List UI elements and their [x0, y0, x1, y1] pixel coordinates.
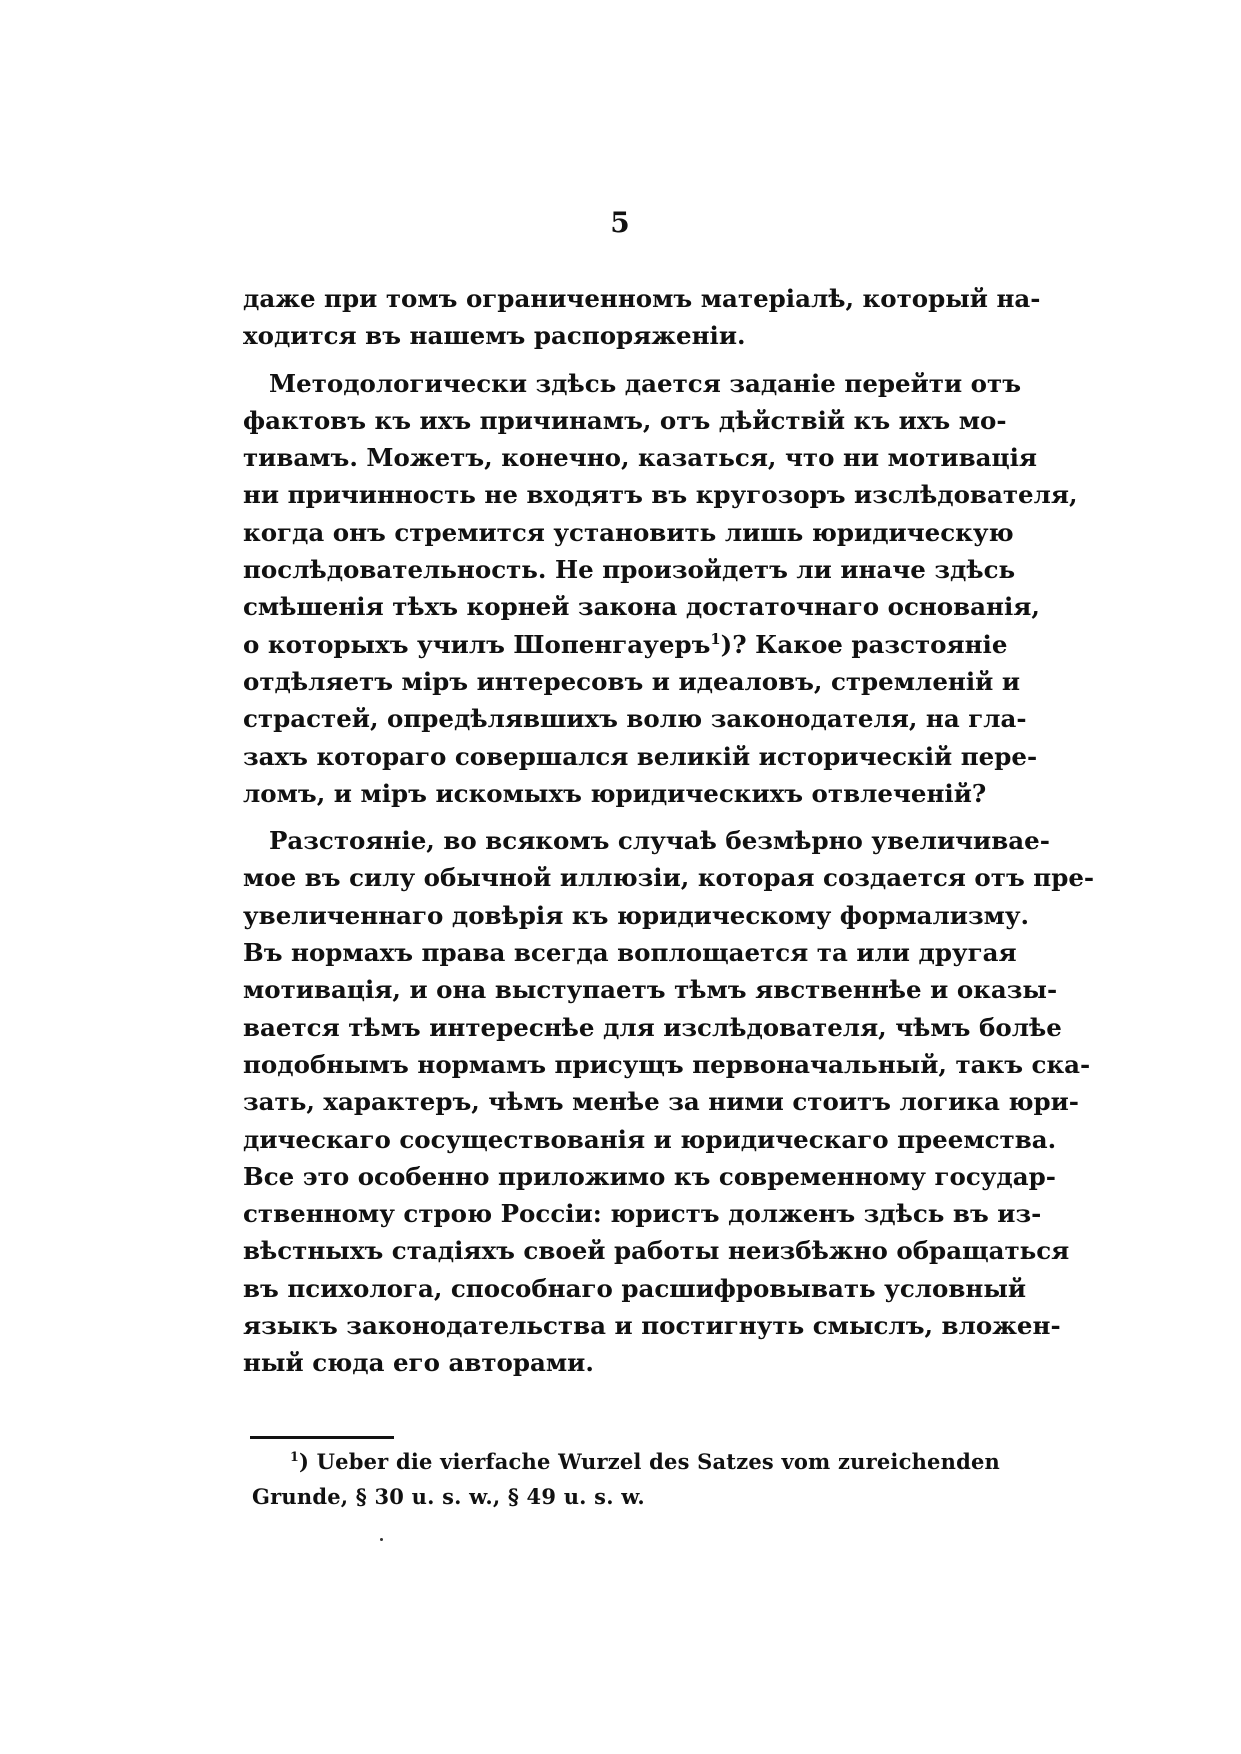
footnote — [252, 1444, 1000, 1514]
text-line: Въ нормахъ права всегда воплощается та или другая — [243, 938, 1017, 968]
text-line: ломъ, и міръ искомыхъ юридическихъ отвлеченій? — [243, 778, 987, 808]
text-line: дическаго сосуществованія и юридическаго преемства. — [243, 1124, 1057, 1154]
text-line: увеличеннаго довѣрія къ юридическому формализму. — [243, 900, 1030, 930]
footnote-divider — [250, 1436, 394, 1439]
text-line: захъ котораго совершался великій историческій пере- — [243, 741, 1038, 771]
text-fragment: )? Какое разстояніе — [720, 629, 1008, 659]
footnote-marker: 1 — [290, 1449, 299, 1464]
text-line: смѣшенія тѣхъ корней закона достаточнаго основанія, — [243, 592, 1040, 622]
text-line: тивамъ. Можетъ, конечно, казаться, что ни мотивація — [243, 443, 1037, 473]
footnote-reference: 1 — [710, 630, 721, 648]
text-line: отдѣляетъ міръ интересовъ и идеаловъ, стремленій и — [243, 666, 1021, 696]
text-line: ходится въ нашемъ распоряженіи. — [243, 321, 746, 351]
text-line: вѣстныхъ стадіяхъ своей работы неизбѣжно обращаться — [243, 1236, 1070, 1266]
text-fragment: о которыхъ училъ Шопенгауеръ — [243, 629, 711, 659]
text-line: языкъ законодательства и постигнуть смыслъ, вложен- — [243, 1311, 1061, 1341]
paragraph-1 — [243, 280, 1041, 355]
body-text — [243, 280, 1095, 1382]
text-line: подобнымъ нормамъ присущъ первоначальный, такъ ска- — [243, 1049, 1091, 1079]
page-number: 5 — [610, 206, 631, 239]
text-line: Разстояніе, во всякомъ случаѣ безмѣрно увеличивае- — [269, 826, 1050, 856]
text-line: вается тѣмъ интереснѣе для изслѣдователя, чѣмъ болѣе — [243, 1012, 1062, 1042]
print-speck — [380, 1538, 383, 1541]
text-line: даже при томъ ограниченномъ матеріалѣ, который на- — [243, 284, 1041, 313]
text-line: ный сюда его авторами. — [243, 1348, 594, 1378]
text-line: когда онъ стремится установить лишь юридическую — [243, 517, 1014, 547]
text-line: въ психолога, способнаго расшифровывать условный — [243, 1273, 1027, 1303]
text-line: фактовъ къ ихъ причинамъ, отъ дѣйствій къ ихъ мо- — [243, 405, 1007, 435]
text-line: Все это особенно приложимо къ современному государ- — [243, 1161, 1056, 1191]
footnote-line: Grunde, § 30 u. s. w., § 49 u. s. w. — [252, 1484, 645, 1509]
footnote-line — [252, 1444, 1000, 1479]
text-line: ни причинность не входятъ въ кругозоръ изслѣдователя, — [243, 480, 1078, 510]
text-line: мое въ силу обычной иллюзіи, которая создается отъ пре- — [243, 863, 1095, 893]
text-line-with-footnote — [243, 626, 1008, 663]
text-line: Методологически здѣсь дается заданіе перейти отъ — [269, 368, 1021, 398]
paragraph-2 — [243, 365, 1078, 813]
footnote-text: ) Ueber die vierfache Wurzel des Satzes vom zureichenden — [298, 1449, 1000, 1474]
text-line: послѣдовательность. Не произойдетъ ли иначе здѣсь — [243, 555, 1016, 585]
text-line: зать, характеръ, чѣмъ менѣе за ними стоитъ логика юри- — [243, 1087, 1079, 1117]
text-line: ственному строю Россіи: юристъ долженъ здѣсь въ из- — [243, 1199, 1042, 1229]
paragraph-3 — [243, 822, 1095, 1381]
text-line: страстей, опредѣлявшихъ волю законодателя, на гла- — [243, 704, 1027, 734]
text-line: мотивація, и она выступаетъ тѣмъ явственнѣе и оказы- — [243, 975, 1058, 1005]
